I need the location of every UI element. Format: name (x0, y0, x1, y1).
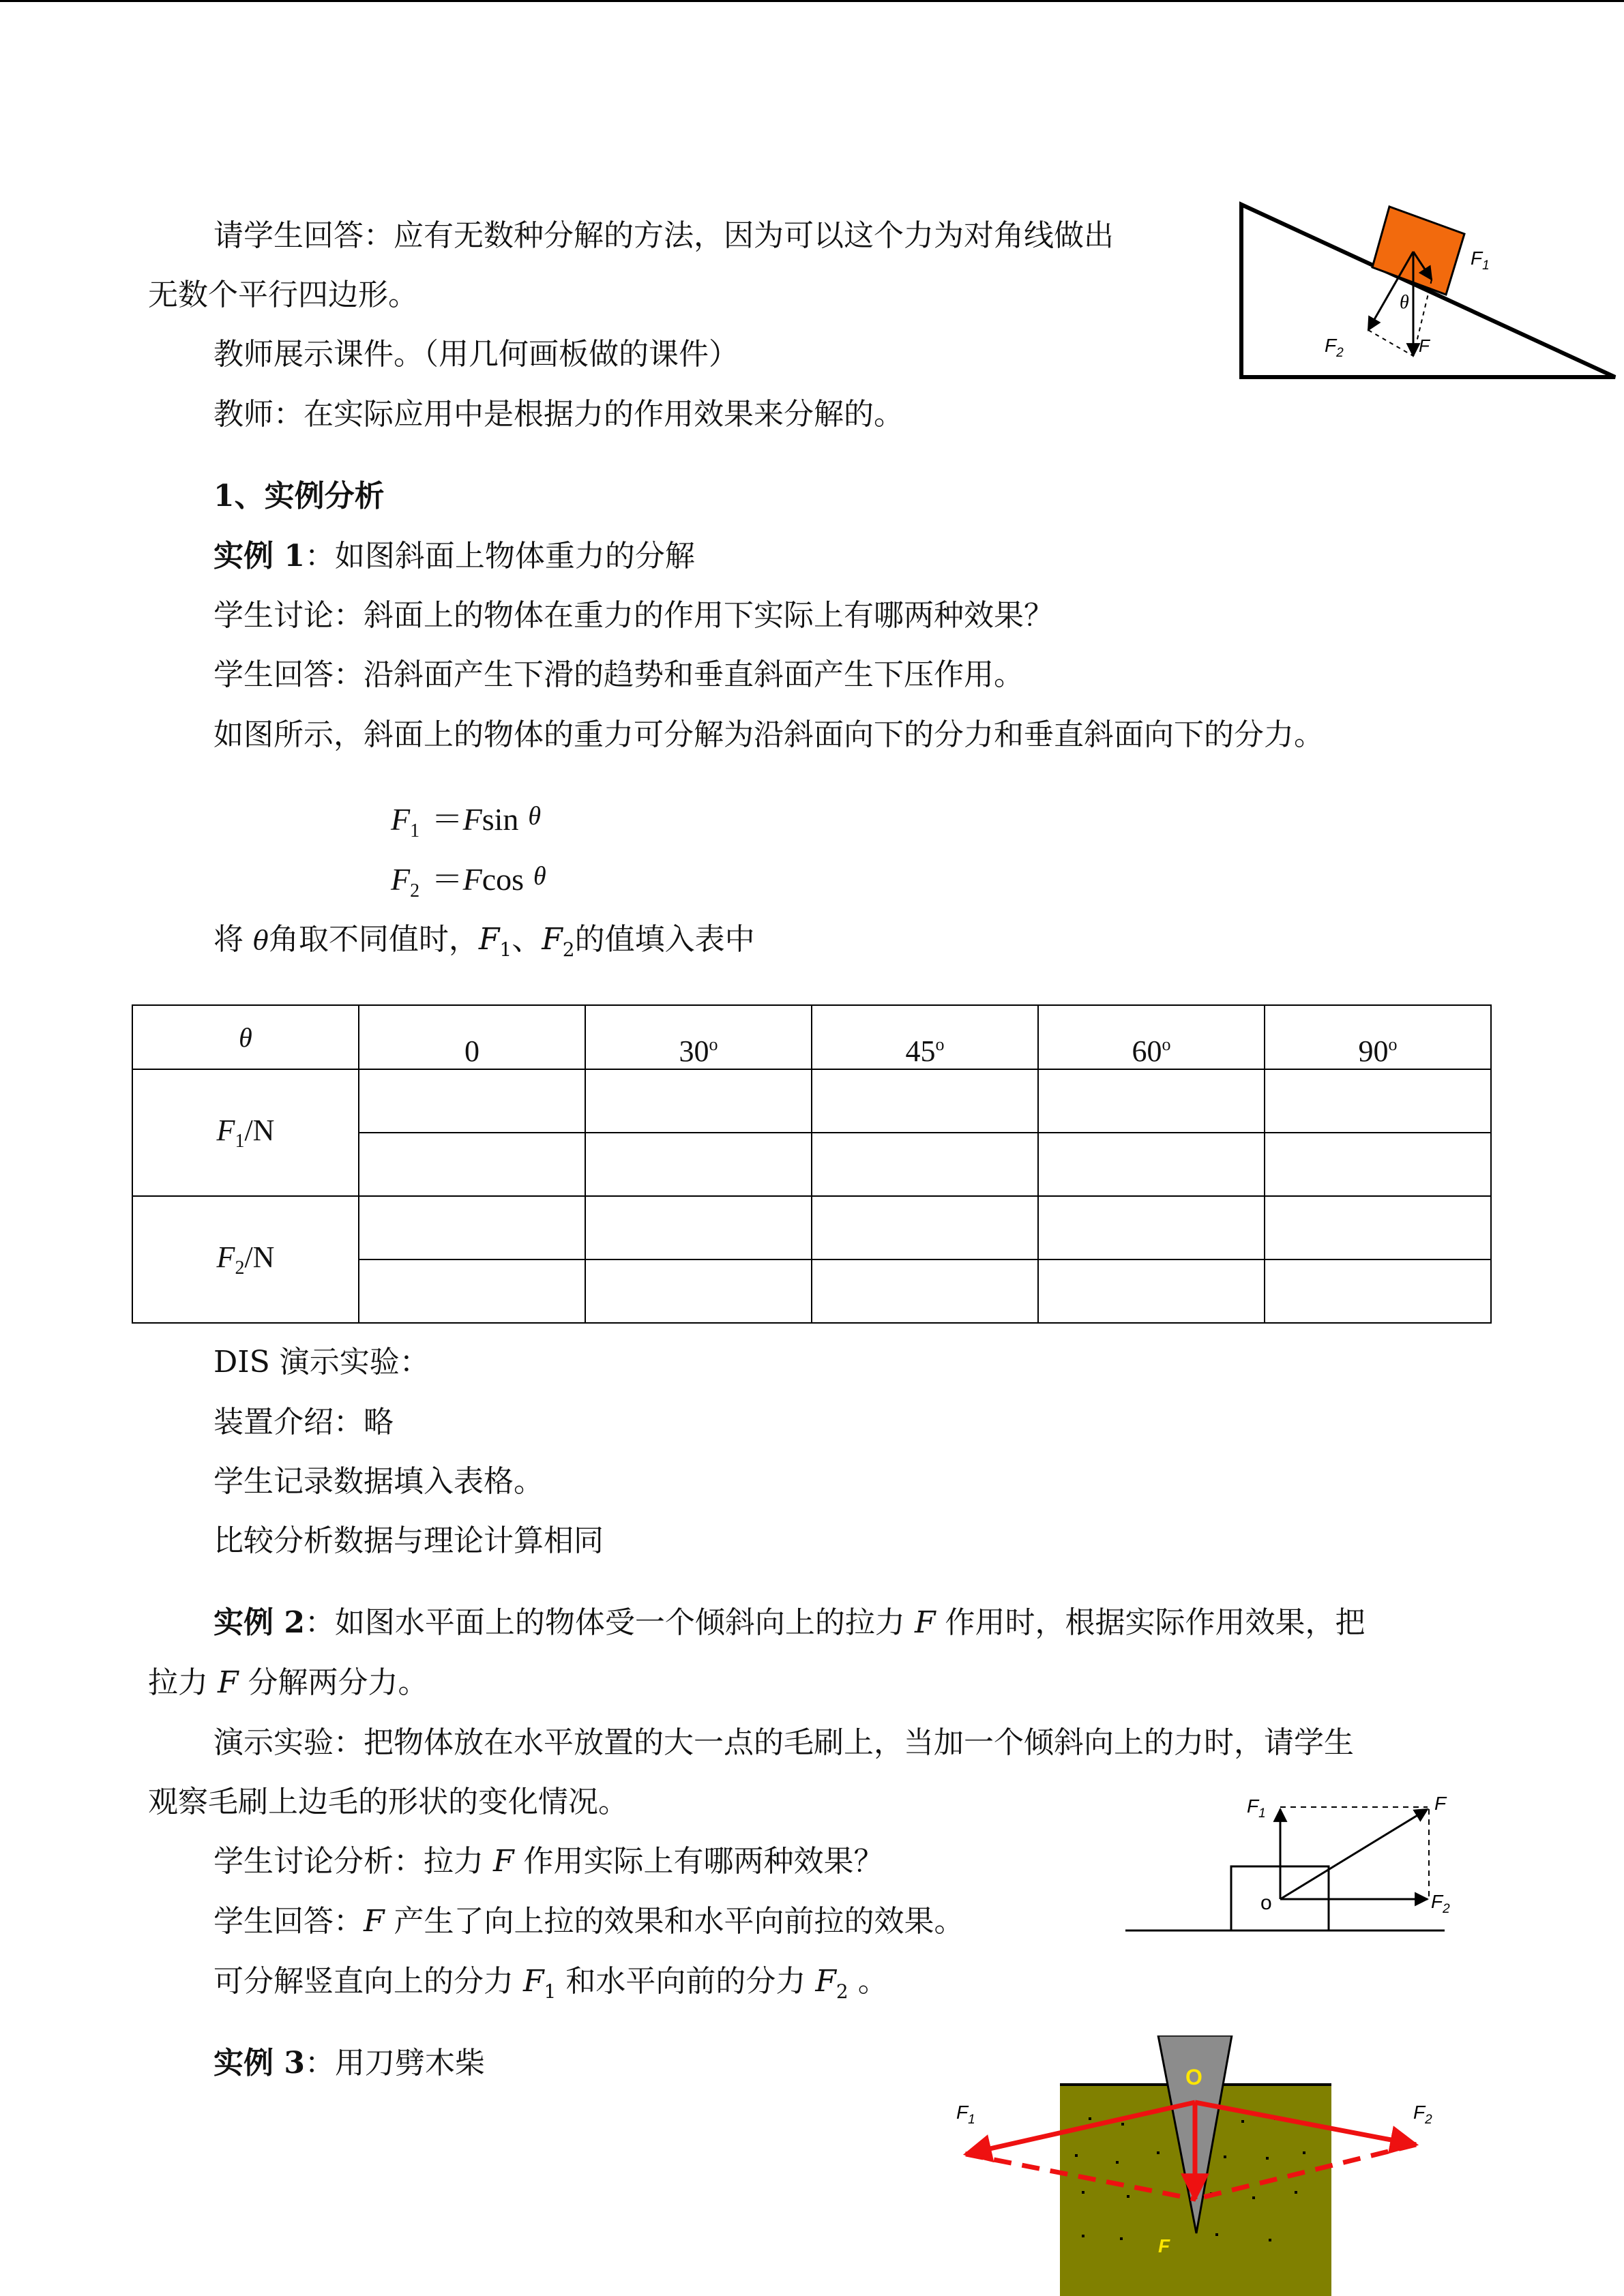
table-cell (585, 1069, 812, 1133)
table-cell (1265, 1259, 1491, 1323)
table-row (132, 1069, 1491, 1133)
paragraph-answer-line1: 请学生回答：应有无数种分解的方法，因为可以这个力为对角线做出 (213, 218, 1114, 253)
example1-explanation: 如图所示，斜面上的物体的重力可分解为沿斜面向下的分力和垂直斜面向下的分力。 (213, 717, 1324, 752)
incline-figure (1235, 198, 1623, 389)
table-cell (812, 1133, 1038, 1196)
wedge-f1-label: $F_1$ (956, 2102, 975, 2127)
force-table (132, 1004, 1492, 1324)
pull-origin-label: o (1260, 1892, 1272, 1914)
table-cell (1038, 1069, 1265, 1133)
paragraph-answer-line2: 无数个平行四边形。 (148, 278, 418, 312)
dis-record: 学生记录数据填入表格。 (213, 1464, 544, 1499)
wedge-f2-label: $F_2$ (1413, 2102, 1432, 2127)
table-instruction: 将 θ角取不同值时，$F_1$、$F_2$的值填入表中 (213, 922, 755, 961)
table-header-angle: 90$^o$ (1265, 1005, 1491, 1069)
pull-force-figure (1119, 1787, 1460, 1940)
example2-line1: 实例 2：如图水平面上的物体受一个倾斜向上的拉力 F 作用时，根据实际作用效果，把 (213, 1605, 1365, 1640)
page-top-border (0, 0, 1624, 2)
table-cell (359, 1259, 585, 1323)
table-cell (359, 1069, 585, 1133)
table-cell (1038, 1133, 1265, 1196)
example1-title: 实例 1：如图斜面上物体重力的分解 (213, 539, 695, 573)
equation-f1: $F_1 =Fsin$ θ (391, 802, 542, 841)
example1-answer: 学生回答：沿斜面产生下滑的趋势和垂直斜面产生下压作用。 (213, 657, 1024, 692)
paragraph-teacher-demo: 教师展示课件。（用几何画板做的课件） (213, 337, 739, 372)
table-row (132, 1196, 1491, 1259)
example2-answer: 学生回答：F 产生了向上拉的效果和水平向前拉的效果。 (213, 1904, 964, 1939)
table-cell (1265, 1069, 1491, 1133)
table-cell (812, 1069, 1038, 1133)
example2-demo-line2: 观察毛刷上边毛的形状的变化情况。 (148, 1785, 628, 1819)
incline-f2-label: $F_2$ (1325, 335, 1344, 360)
table-label-f1: $F_1/N$ (132, 1069, 359, 1196)
table-header-angle: 30$^o$ (585, 1005, 812, 1069)
table-cell (585, 1196, 812, 1259)
example3-title: 实例 3：用刀劈木柴 (213, 2046, 485, 2081)
incline-f-label: F (1419, 336, 1430, 356)
wedge-figure (948, 2036, 1439, 2296)
incline-theta-label: θ (1400, 292, 1409, 313)
table-label-f2: $F_2/N$ (132, 1196, 359, 1323)
example2-discussion: 学生讨论分析：拉力 F 作用实际上有哪两种效果？ (213, 1844, 884, 1879)
example2-decomposition: 可分解竖直向上的分力 $F_1$ 和水平向前的分力 $F_2$ 。 (213, 1964, 888, 2003)
dis-title: DIS 演示实验： (213, 1345, 430, 1380)
dis-setup: 装置介绍：略 (213, 1405, 394, 1440)
table-cell (1038, 1259, 1265, 1323)
table-header-row (132, 1005, 1491, 1069)
equation-f2: $F_2 =Fcos$ θ (391, 862, 546, 901)
table-cell (585, 1259, 812, 1323)
wedge-origin-label: O (1185, 2065, 1202, 2089)
wedge-f-label: F (1158, 2235, 1170, 2256)
table-cell (1038, 1196, 1265, 1259)
table-header-angle: 45$^o$ (812, 1005, 1038, 1069)
pull-f2-label: $F_2$ (1431, 1891, 1450, 1916)
table-cell (359, 1196, 585, 1259)
table-cell (359, 1133, 585, 1196)
table-cell (812, 1196, 1038, 1259)
table-header-angle: 0 (359, 1005, 585, 1069)
incline-f1-label: $F_1$ (1471, 248, 1490, 273)
section-heading: 1、实例分析 (213, 479, 385, 513)
pull-f-label: F (1434, 1793, 1447, 1814)
dis-compare: 比较分析数据与理论计算相同 (213, 1523, 604, 1558)
table-cell (812, 1259, 1038, 1323)
example2-demo-line1: 演示实验：把物体放在水平放置的大一点的毛刷上，当加一个倾斜向上的力时，请学生 (213, 1725, 1354, 1760)
table-cell (1265, 1196, 1491, 1259)
paragraph-teacher-note: 教师：在实际应用中是根据力的作用效果来分解的。 (213, 397, 904, 432)
example2-line2: 拉力 F 分解两分力。 (148, 1665, 428, 1700)
example1-discussion: 学生讨论：斜面上的物体在重力的作用下实际上有哪两种效果？ (213, 598, 1054, 633)
table-header-angle: 60$^o$ (1038, 1005, 1265, 1069)
pull-f1-label: $F_1$ (1247, 1795, 1266, 1821)
incline-block (1372, 207, 1464, 295)
table-cell (585, 1133, 812, 1196)
table-header-theta: θ (132, 1005, 359, 1069)
table-cell (1265, 1133, 1491, 1196)
